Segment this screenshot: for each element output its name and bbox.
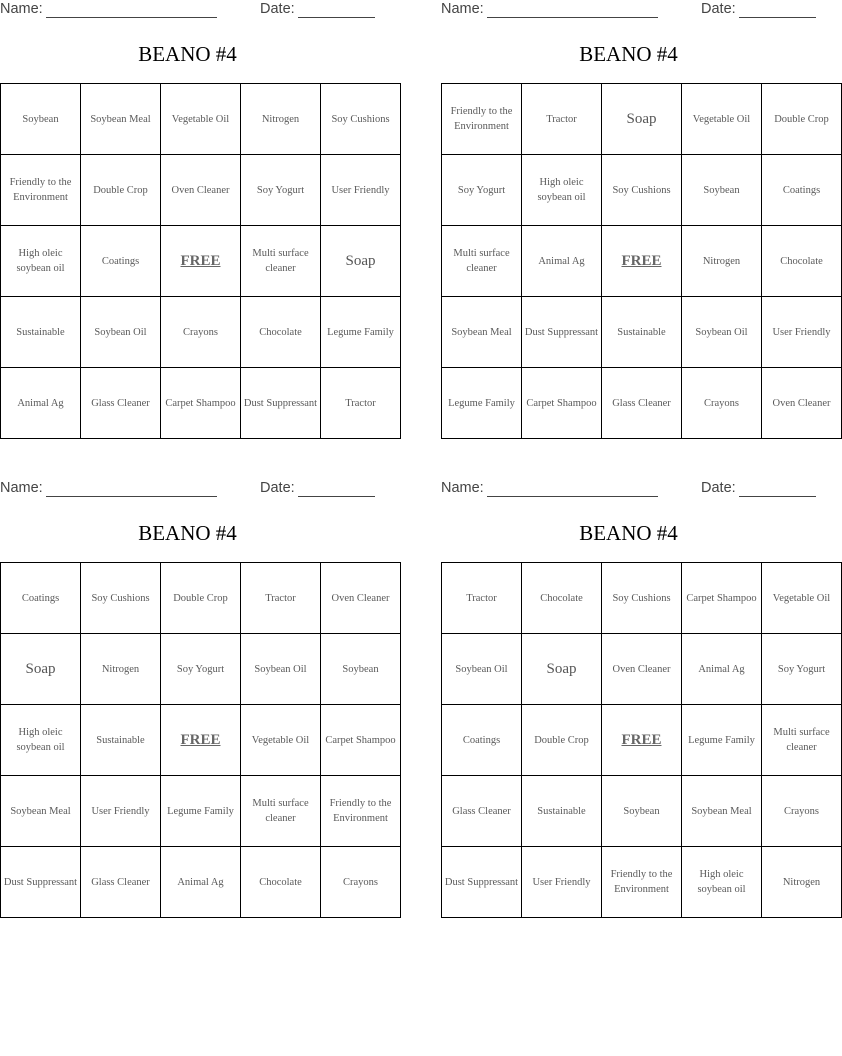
bingo-cell: Carpet Shampoo xyxy=(161,368,241,439)
card-title: BEANO #4 xyxy=(138,42,237,66)
bingo-cell: Sustainable xyxy=(522,776,602,847)
name-label: Name: xyxy=(0,1,43,17)
name-field-line[interactable] xyxy=(46,480,217,497)
bingo-cell: Coatings xyxy=(81,226,161,297)
bingo-cell: Sustainable xyxy=(1,297,81,368)
bingo-cell: Oven Cleaner xyxy=(161,155,241,226)
name-field-line[interactable] xyxy=(487,1,658,18)
bingo-cell: High oleic soybean oil xyxy=(1,705,81,776)
bingo-grid xyxy=(0,562,401,918)
bingo-cell: Legume Family xyxy=(321,297,401,368)
bingo-cell: Soybean Meal xyxy=(682,776,762,847)
bingo-grid xyxy=(441,562,842,918)
bingo-cell: Glass Cleaner xyxy=(442,776,522,847)
bingo-cell: User Friendly xyxy=(81,776,161,847)
bingo-cell: High oleic soybean oil xyxy=(522,155,602,226)
name-label: Name: xyxy=(441,1,484,17)
bingo-grid xyxy=(441,83,842,439)
bingo-cell: Soybean Meal xyxy=(1,776,81,847)
bingo-cell: Coatings xyxy=(442,705,522,776)
bingo-cell: Soap xyxy=(321,226,401,297)
bingo-cell: Chocolate xyxy=(762,226,842,297)
date-label: Date: xyxy=(260,1,295,17)
bingo-cell: Sustainable xyxy=(602,297,682,368)
bingo-cell: Animal Ag xyxy=(522,226,602,297)
bingo-cell: Soy Cushions xyxy=(81,563,161,634)
bingo-cell: Legume Family xyxy=(682,705,762,776)
bingo-cell: Legume Family xyxy=(442,368,522,439)
card-header xyxy=(0,480,375,500)
bingo-cell: Soybean Oil xyxy=(241,634,321,705)
bingo-cell: Double Crop xyxy=(762,84,842,155)
bingo-cell: Carpet Shampoo xyxy=(522,368,602,439)
bingo-cell: Vegetable Oil xyxy=(241,705,321,776)
bingo-cell: Glass Cleaner xyxy=(81,847,161,918)
bingo-cell: Soybean Meal xyxy=(81,84,161,155)
bingo-cell: Crayons xyxy=(321,847,401,918)
card-title: BEANO #4 xyxy=(579,42,678,66)
bingo-cell: Nitrogen xyxy=(762,847,842,918)
card-header xyxy=(0,1,375,21)
card-title: BEANO #4 xyxy=(138,521,237,545)
bingo-grid xyxy=(0,83,401,439)
bingo-cell: Tractor xyxy=(241,563,321,634)
bingo-cell: Friendly to the Environment xyxy=(1,155,81,226)
bingo-cell: User Friendly xyxy=(762,297,842,368)
bingo-cell: Animal Ag xyxy=(161,847,241,918)
bingo-cell: Sustainable xyxy=(81,705,161,776)
bingo-cell: Soybean xyxy=(321,634,401,705)
bingo-cell: Vegetable Oil xyxy=(762,563,842,634)
bingo-cell: Carpet Shampoo xyxy=(321,705,401,776)
bingo-cell: Oven Cleaner xyxy=(602,634,682,705)
card-header xyxy=(441,1,816,21)
bingo-cell: Crayons xyxy=(682,368,762,439)
date-label: Date: xyxy=(701,480,736,496)
free-space-cell: FREE xyxy=(602,226,682,297)
bingo-cell: Soap xyxy=(602,84,682,155)
name-field-line[interactable] xyxy=(46,1,217,18)
bingo-cell: Dust Suppressant xyxy=(522,297,602,368)
bingo-cell: Soybean Oil xyxy=(81,297,161,368)
bingo-cell: Oven Cleaner xyxy=(762,368,842,439)
bingo-cell: High oleic soybean oil xyxy=(682,847,762,918)
bingo-cell: Multi surface cleaner xyxy=(241,776,321,847)
bingo-cell: Nitrogen xyxy=(682,226,762,297)
bingo-cell: Tractor xyxy=(522,84,602,155)
bingo-cell: Oven Cleaner xyxy=(321,563,401,634)
name-label: Name: xyxy=(0,480,43,496)
bingo-cell: Carpet Shampoo xyxy=(682,563,762,634)
bingo-cell: Coatings xyxy=(1,563,81,634)
bingo-cell: Animal Ag xyxy=(1,368,81,439)
bingo-cell: User Friendly xyxy=(321,155,401,226)
bingo-cell: Crayons xyxy=(762,776,842,847)
bingo-cell: Friendly to the Environment xyxy=(602,847,682,918)
bingo-cell: Soy Cushions xyxy=(602,563,682,634)
bingo-cell: High oleic soybean oil xyxy=(1,226,81,297)
bingo-cell: Dust Suppressant xyxy=(442,847,522,918)
bingo-cell: Soy Yogurt xyxy=(241,155,321,226)
name-label: Name: xyxy=(441,480,484,496)
bingo-cell: Soybean Oil xyxy=(682,297,762,368)
date-field-line[interactable] xyxy=(739,480,816,497)
bingo-cell: User Friendly xyxy=(522,847,602,918)
date-label: Date: xyxy=(701,1,736,17)
bingo-cell: Chocolate xyxy=(241,847,321,918)
bingo-cell: Soybean xyxy=(682,155,762,226)
free-space-cell: FREE xyxy=(161,705,241,776)
date-field-line[interactable] xyxy=(739,1,816,18)
bingo-cell: Nitrogen xyxy=(241,84,321,155)
bingo-cell: Chocolate xyxy=(241,297,321,368)
bingo-cell: Tractor xyxy=(442,563,522,634)
bingo-cell: Soy Yogurt xyxy=(762,634,842,705)
bingo-cell: Soap xyxy=(1,634,81,705)
bingo-cell: Double Crop xyxy=(161,563,241,634)
bingo-cell: Multi surface cleaner xyxy=(442,226,522,297)
bingo-cell: Glass Cleaner xyxy=(81,368,161,439)
bingo-cell: Vegetable Oil xyxy=(682,84,762,155)
bingo-cell: Soybean Meal xyxy=(442,297,522,368)
bingo-cell: Soap xyxy=(522,634,602,705)
bingo-cell: Soy Cushions xyxy=(602,155,682,226)
bingo-cell: Soybean xyxy=(602,776,682,847)
bingo-cell: Friendly to the Environment xyxy=(442,84,522,155)
bingo-cell: Crayons xyxy=(161,297,241,368)
bingo-cell: Animal Ag xyxy=(682,634,762,705)
bingo-cell: Vegetable Oil xyxy=(161,84,241,155)
date-label: Date: xyxy=(260,480,295,496)
bingo-cell: Dust Suppressant xyxy=(1,847,81,918)
bingo-cell: Tractor xyxy=(321,368,401,439)
bingo-cell: Double Crop xyxy=(522,705,602,776)
card-header xyxy=(441,480,816,500)
date-field-line[interactable] xyxy=(298,480,375,497)
bingo-cell: Glass Cleaner xyxy=(602,368,682,439)
bingo-cell: Friendly to the Environment xyxy=(321,776,401,847)
bingo-cell: Coatings xyxy=(762,155,842,226)
bingo-cell: Legume Family xyxy=(161,776,241,847)
bingo-cell: Chocolate xyxy=(522,563,602,634)
bingo-cell: Soybean xyxy=(1,84,81,155)
bingo-cell: Multi surface cleaner xyxy=(241,226,321,297)
free-space-cell: FREE xyxy=(161,226,241,297)
name-field-line[interactable] xyxy=(487,480,658,497)
card-title: BEANO #4 xyxy=(579,521,678,545)
bingo-cell: Soy Cushions xyxy=(321,84,401,155)
bingo-cell: Soy Yogurt xyxy=(442,155,522,226)
free-space-cell: FREE xyxy=(602,705,682,776)
bingo-cell: Soy Yogurt xyxy=(161,634,241,705)
date-field-line[interactable] xyxy=(298,1,375,18)
bingo-cell: Multi surface cleaner xyxy=(762,705,842,776)
bingo-cell: Dust Suppressant xyxy=(241,368,321,439)
bingo-cell: Double Crop xyxy=(81,155,161,226)
bingo-cell: Soybean Oil xyxy=(442,634,522,705)
bingo-cell: Nitrogen xyxy=(81,634,161,705)
